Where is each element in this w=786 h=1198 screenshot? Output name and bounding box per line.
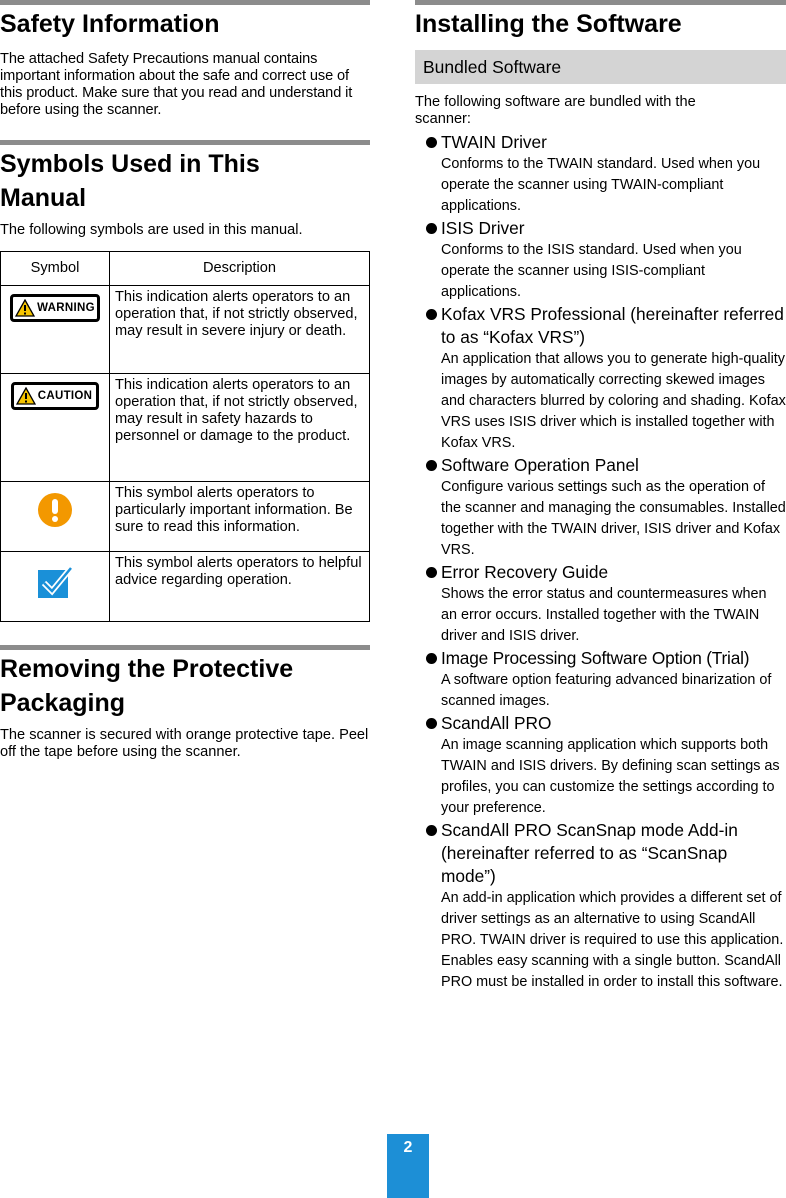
- packaging-title-line2: Packaging: [0, 689, 126, 717]
- software-desc: A software option featuring advanced binarization of scanned images.: [441, 672, 772, 709]
- list-item: [415, 561, 786, 647]
- bullet-icon: [426, 460, 437, 471]
- bullet-icon: [426, 825, 437, 836]
- symbols-title-line1: Symbols Used in This: [0, 150, 260, 178]
- table-row: [1, 374, 370, 482]
- packaging-body: The scanner is secured with orange protective tape. Peel off the tape before using the scanner.: [0, 727, 369, 760]
- caution-description: This indication alerts operators to an operation that, if not strictly observed, may result in safety hazards to personnel or damage to the product.: [110, 374, 370, 482]
- software-desc: An add-in application which provides a different set of driver settings as an alternative to using ScandAll PRO. TWAIN driver is required to use this application. Enables easy scanning with a single button. ScandAll PRO must be installed in order to install this software.: [441, 890, 784, 990]
- list-item: [415, 131, 786, 217]
- software-name: Software Operation Panel: [441, 455, 639, 475]
- list-item: [415, 712, 786, 819]
- list-item: [415, 303, 786, 454]
- table-row: [1, 286, 370, 374]
- right-column: [415, 0, 786, 993]
- description-column-header: Description: [110, 252, 370, 286]
- list-item: [415, 819, 786, 993]
- symbols-title: [0, 147, 370, 215]
- bullet-icon: [426, 718, 437, 729]
- warning-badge-text: WARNING: [37, 301, 95, 314]
- software-name: ISIS Driver: [441, 218, 525, 238]
- caution-badge-text: CAUTION: [37, 389, 93, 402]
- symbol-column-header: Symbol: [1, 252, 110, 286]
- software-desc: An application that allows you to generate high-quality images by automatically correcting skewed images and characters blurred by coloring and shading. Kofax VRS uses ISIS driver which is installed together with Kofax VRS.: [441, 351, 786, 451]
- software-desc: Shows the error status and countermeasures when an error occurs. Installed together with the TWAIN driver and ISIS driver.: [441, 586, 767, 644]
- software-name: Kofax VRS Professional (hereinafter referred to as “Kofax VRS”): [441, 304, 784, 347]
- software-desc: Conforms to the ISIS standard. Used when you operate the scanner using ISIS-compliant applications.: [441, 242, 742, 300]
- software-desc: Conforms to the TWAIN standard. Used when you operate the scanner using TWAIN-compliant applications.: [441, 156, 761, 214]
- safety-body: The attached Safety Precautions manual contains important information about the safe and correct use of this product. Make sure that you read and understand it before using the scanner.: [0, 51, 353, 118]
- software-name: TWAIN Driver: [441, 132, 547, 152]
- section-rule: [0, 0, 370, 5]
- warning-triangle-icon: [15, 299, 35, 317]
- software-name: ScandAll PRO ScanSnap mode Add-in (hereinafter referred to as “ScanSnap mode”): [441, 820, 738, 886]
- table-header-row: [1, 252, 370, 286]
- software-list: [415, 131, 786, 993]
- list-item: [415, 454, 786, 561]
- install-intro: The following software are bundled with the scanner:: [415, 94, 696, 127]
- bullet-icon: [426, 653, 437, 664]
- left-column: [0, 0, 370, 761]
- table-row: [1, 482, 370, 552]
- packaging-title: [0, 652, 370, 720]
- software-name: Image Processing Software Option (Trial): [441, 648, 750, 668]
- install-title: Installing the Software: [415, 10, 682, 38]
- important-description: This symbol alerts operators to particularly important information. Be sure to read this information.: [110, 482, 370, 552]
- symbols-title-line2: Manual: [0, 184, 87, 212]
- list-item: [415, 217, 786, 303]
- safety-title: Safety Information: [0, 10, 220, 38]
- hint-description: This symbol alerts operators to helpful advice regarding operation.: [110, 552, 370, 622]
- caution-triangle-icon: [16, 387, 36, 405]
- software-name: Error Recovery Guide: [441, 562, 609, 582]
- packaging-title-line1: Removing the Protective: [0, 655, 294, 683]
- section-rule: [415, 0, 786, 5]
- bullet-icon: [426, 309, 437, 320]
- warning-badge-icon: [10, 294, 100, 322]
- check-box-icon: [36, 564, 74, 600]
- exclamation-circle-icon: [37, 492, 73, 528]
- bullet-icon: [426, 567, 437, 578]
- section-rule: [0, 140, 370, 145]
- symbols-table: [0, 251, 370, 622]
- bullet-icon: [426, 137, 437, 148]
- section-rule: [0, 645, 370, 650]
- bundled-software-subhead: Bundled Software: [415, 50, 786, 84]
- software-name: ScandAll PRO: [441, 713, 552, 733]
- symbols-intro: The following symbols are used in this manual.: [0, 222, 303, 238]
- bullet-icon: [426, 223, 437, 234]
- page-number: 2: [387, 1134, 429, 1198]
- warning-description: This indication alerts operators to an operation that, if not strictly observed, may result in severe injury or death.: [110, 286, 370, 374]
- software-desc: Configure various settings such as the operation of the scanner and managing the consumables. Installed together with the TWAIN driver, ISIS driver and Kofax VRS.: [441, 479, 786, 558]
- software-desc: An image scanning application which supports both TWAIN and ISIS drivers. By defining scan settings as profiles, you can customize the settings according to your preference.: [441, 737, 780, 816]
- table-row: [1, 552, 370, 622]
- caution-badge-icon: [11, 382, 100, 410]
- list-item: [415, 647, 786, 712]
